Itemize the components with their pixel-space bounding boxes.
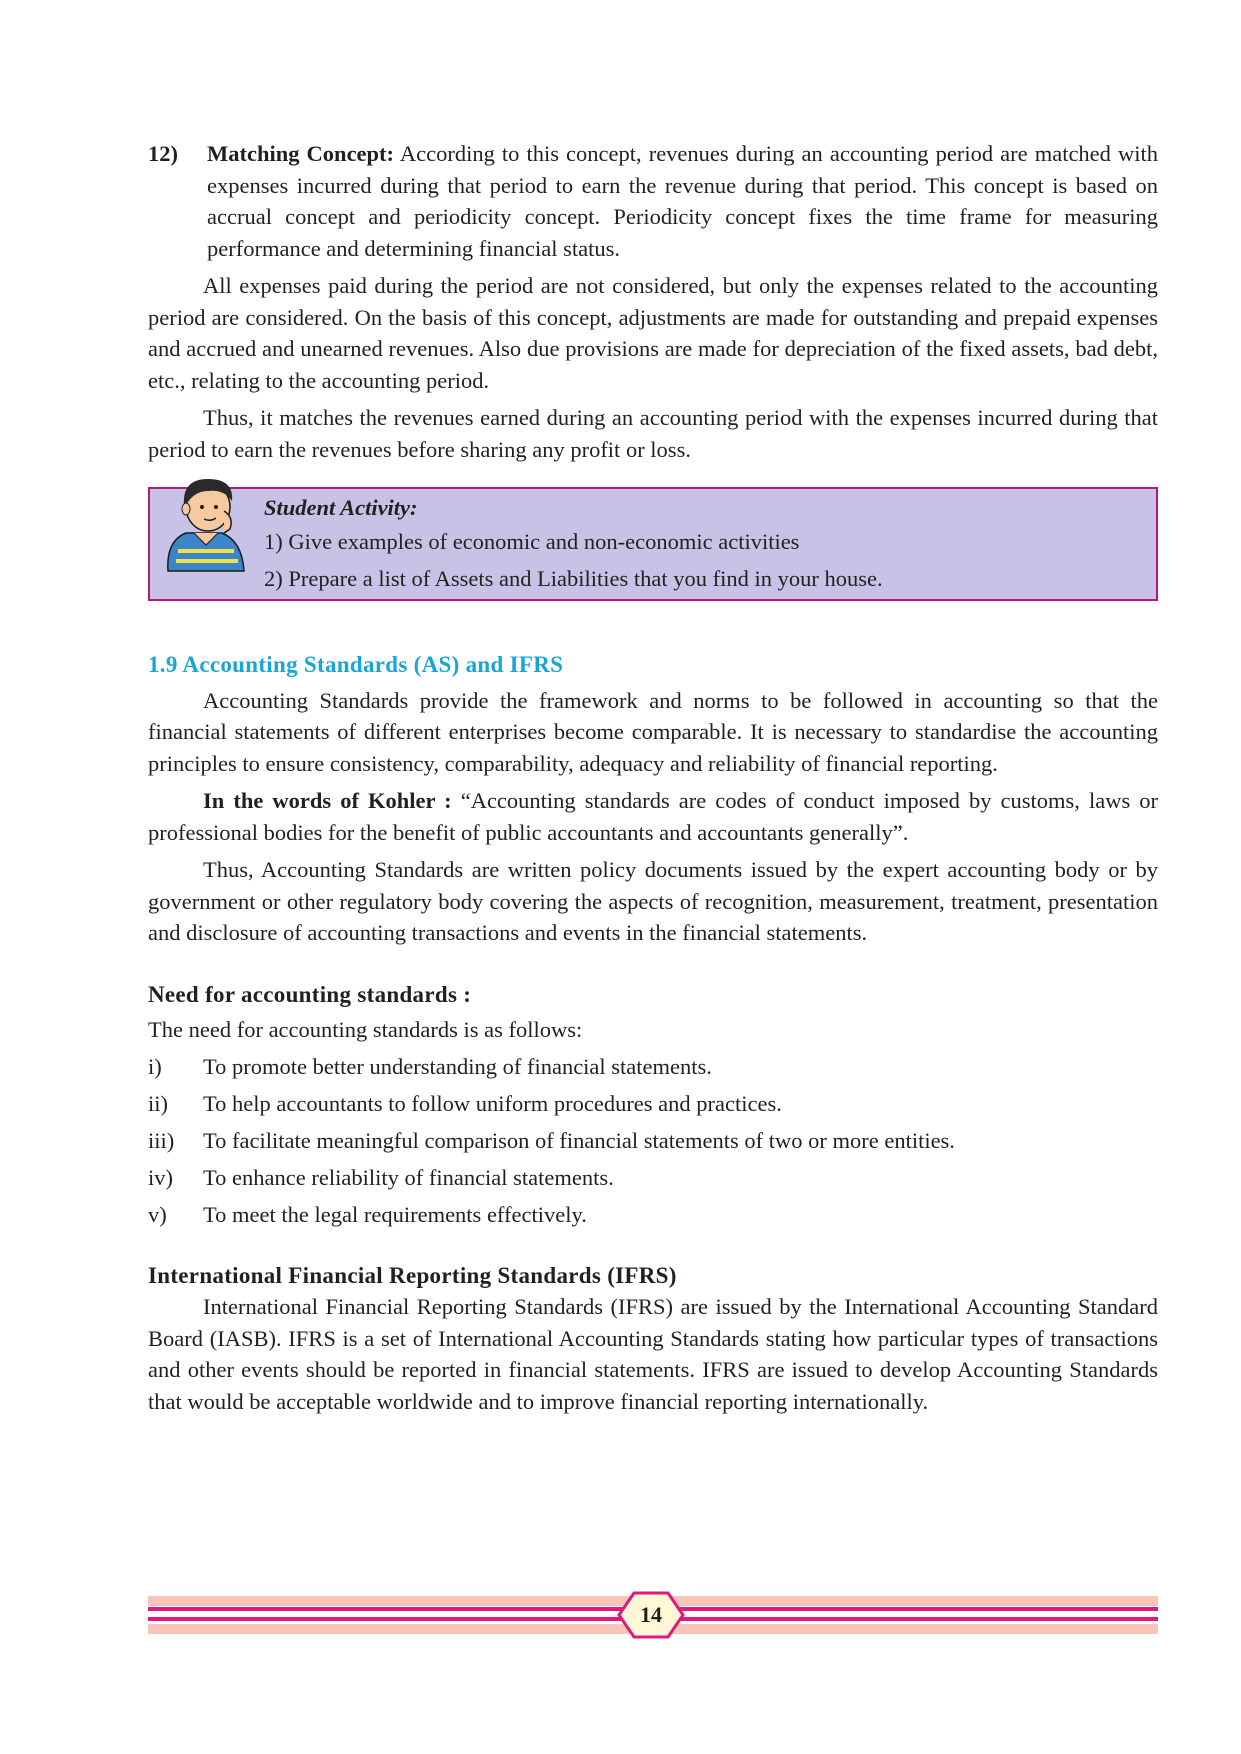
- list-number: 12): [148, 141, 178, 166]
- standards-paragraph-1: Accounting Standards provide the framework and norms to be followed in accounting so that the financial statements of different enterprises become comparable. It is necessary to standardise the accounting principles to ensure consistency, comparability, adequacy and reliability of financial reporting.: [148, 687, 1158, 776]
- list-text: To promote better understanding of financial statements.: [203, 1054, 712, 1079]
- list-item: [148, 1162, 1158, 1193]
- kohler-label: In the words of Kohler :: [203, 788, 452, 813]
- thinking-student-illustration: [164, 471, 250, 579]
- list-item: [148, 1088, 1158, 1119]
- matching-concept-title: Matching Concept:: [207, 141, 395, 166]
- kohler-paragraph: [148, 785, 1158, 848]
- page-number: 14: [640, 1602, 662, 1627]
- list-text: To facilitate meaningful comparison of financial statements of two or more entities.: [203, 1128, 955, 1153]
- list-item: [148, 1051, 1158, 1082]
- activity-title: Student Activity:: [264, 495, 418, 520]
- matching-paragraph-3: Thus, it matches the revenues earned during an accounting period with the expenses incurred during that period to earn the revenues before sharing any profit or loss.: [148, 405, 1158, 462]
- list-item: [148, 1199, 1158, 1230]
- list-label: i): [148, 1054, 162, 1079]
- ifrs-paragraph: International Financial Reporting Standards (IFRS) are issued by the International Accounting Standard Board (IASB). IFRS is a set of International Accounting Standards stating how particular types of transactions and other events should be reported in financial statements. IFRS are issued to develop Accounting Standards that would be acceptable worldwide and to improve financial reporting internationally.: [148, 1294, 1158, 1414]
- activity-item: 2) Prepare a list of Assets and Liabilities that you find in your house.: [264, 566, 883, 591]
- page-content: [148, 138, 1158, 1417]
- list-text: To meet the legal requirements effectively.: [203, 1202, 587, 1227]
- activity-item: 1) Give examples of economic and non-economic activities: [264, 529, 800, 554]
- list-item: [148, 1125, 1158, 1156]
- list-label: iv): [148, 1165, 173, 1190]
- list-label: v): [148, 1202, 167, 1227]
- list-text: To enhance reliability of financial statements.: [203, 1165, 614, 1190]
- section-heading: 1.9 Accounting Standards (AS) and IFRS: [148, 652, 564, 677]
- matching-concept-paragraph: [148, 138, 1158, 264]
- list-label: ii): [148, 1091, 168, 1116]
- list-label: iii): [148, 1128, 175, 1153]
- matching-paragraph-2: All expenses paid during the period are not considered, but only the expenses related to the accounting period are considered. On the basis of this concept, adjustments are made for outstanding and prepaid expenses and accrued and unearned revenues. Also due provisions are made for depreciation of the fixed assets, bad debt, etc., relating to the accounting period.: [148, 273, 1158, 393]
- need-heading: Need for accounting standards :: [148, 981, 472, 1007]
- list-text: To help accountants to follow uniform procedures and practices.: [203, 1091, 782, 1116]
- matching-concept-text: According to this concept, revenues during an accounting period are matched with expenses incurred during that period to earn the revenue during that period. This concept is based on accrual concept and periodicity concept. Periodicity concept fixes the time frame for measuring performance and determining financial status.: [207, 141, 1158, 261]
- need-intro: The need for accounting standards is as follows:: [148, 1016, 583, 1042]
- kohler-quote: “Accounting standards are codes of conduct imposed by customs, laws or professional bodies for the benefit of public accountants and accountants generally”.: [148, 788, 1158, 845]
- page-footer: [148, 1596, 1158, 1636]
- ifrs-heading: International Financial Reporting Standards (IFRS): [148, 1263, 677, 1288]
- standards-paragraph-3: Thus, Accounting Standards are written policy documents issued by the expert accounting body or by government or other regulatory body covering the aspects of recognition, measurement, treatment, presentation and disclosure of accounting transactions and events in the financial statements.: [148, 857, 1158, 945]
- student-activity-box: [148, 487, 1158, 601]
- activity-text: [264, 493, 1144, 597]
